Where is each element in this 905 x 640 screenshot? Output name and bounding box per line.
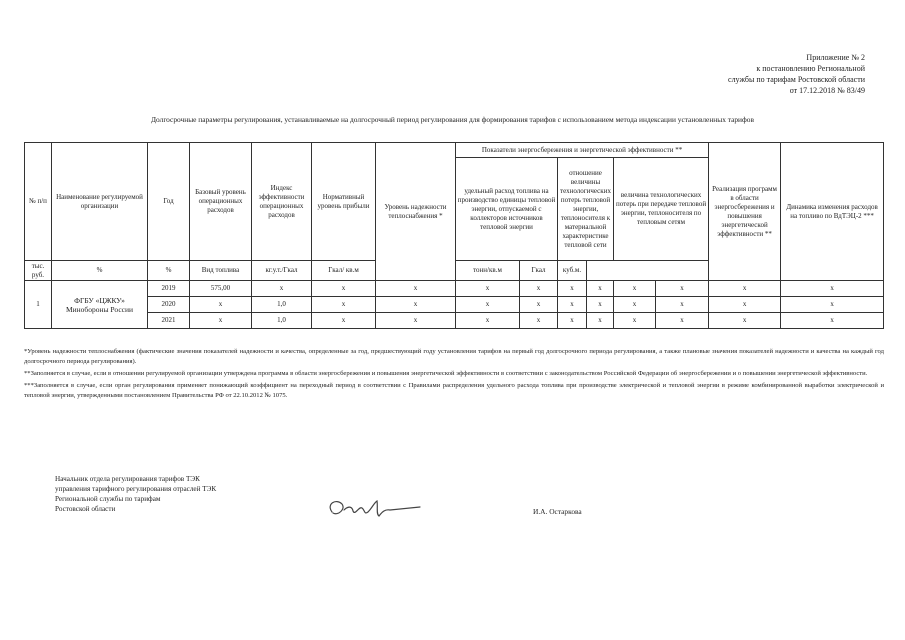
cell-loss-value-cubic: x [656, 281, 709, 297]
signatory-line-4: Ростовской области [55, 505, 116, 513]
cell-program: x [709, 281, 781, 297]
cell-profit: x [312, 281, 376, 297]
cell-fuel-unit: x [520, 281, 558, 297]
cell-fuel-unit: x [520, 297, 558, 313]
cell-index: 1,0 [252, 297, 312, 313]
document-title: Долгосрочные параметры регулирования, устанавливаемые на долгосрочный период регулирования для формирования тарифов с использованием метода индексации установленных тарифов [151, 115, 754, 124]
appendix-line-2: к постановлению Региональной [756, 64, 865, 73]
parameters-table [24, 142, 884, 329]
table-row [25, 297, 884, 313]
appendix-header [645, 52, 865, 96]
cell-year: 2020 [148, 297, 190, 313]
cell-base: 575,00 [190, 281, 252, 297]
header-num: № п/п [25, 143, 52, 261]
cell-fuel-unit: x [520, 313, 558, 329]
header-loss-ratio: отношение величины технологических потерь тепловой энергии, теплоносителя к материальной характеристике тепловой сети [558, 158, 614, 261]
units-profit: % [148, 261, 190, 281]
cell-dynamics: x [781, 281, 884, 297]
cell-loss-value-gcal: x [614, 297, 656, 313]
cell-year: 2021 [148, 313, 190, 329]
header-program: Реализация программ в области энергосбережения и повышения энергетической эффективности ** [709, 143, 781, 281]
appendix-line-4: от 17.12.2018 № 83/49 [789, 86, 865, 95]
cell-index: x [252, 281, 312, 297]
signatory-line-2: управления тарифного регулирования отраслей ТЭК [55, 485, 217, 493]
header-year: Год [148, 143, 190, 261]
units-loss-value-gcal: Гкал [520, 261, 558, 281]
org-name: ФГБУ «ЦЖКУ» Минобороны России [52, 281, 148, 329]
units-fuel-type: Вид топлива [190, 261, 252, 281]
signatory-position [55, 474, 315, 514]
cell-loss-value-gcal: x [614, 281, 656, 297]
signatory-line-1: Начальник отдела регулирования тарифов ТЭК [55, 475, 200, 483]
cell-reliability: x [376, 313, 456, 329]
header-org: Наименование регулируемой организации [52, 143, 148, 261]
handwritten-signature [322, 492, 432, 526]
signatory-name: И.А. Остаркова [533, 507, 582, 516]
header-base-level: Базовый уровень операционных расходов [190, 143, 252, 261]
cell-dynamics: x [781, 297, 884, 313]
cell-dynamics: x [781, 313, 884, 329]
cell-profit: x [312, 313, 376, 329]
org-number: 1 [25, 281, 52, 329]
cell-base: x [190, 297, 252, 313]
cell-reliability: x [376, 281, 456, 297]
cell-loss-value-cubic: x [656, 313, 709, 329]
cell-year: 2019 [148, 281, 190, 297]
cell-loss-ratio-gcal: x [558, 297, 587, 313]
appendix-line-1: Приложение № 2 [806, 53, 865, 62]
header-row-1 [25, 143, 884, 158]
cell-loss-ratio-gcal: x [558, 313, 587, 329]
cell-fuel-type: x [456, 281, 520, 297]
cell-index: 1,0 [252, 313, 312, 329]
header-energy-group: Показатели энергосбережения и энергетической эффективности ** [456, 143, 709, 158]
appendix-line-3: службы по тарифам Ростовской области [728, 75, 865, 84]
cell-loss-ratio-gcal: x [558, 281, 587, 297]
units-index: % [52, 261, 148, 281]
cell-loss-value-gcal: x [614, 313, 656, 329]
cell-loss-ratio-tonn: x [587, 281, 614, 297]
header-fuel-consumption: удельный расход топлива на производство единицы тепловой энергии, отпускаемой с коллекторов источников тепловой энергии [456, 158, 558, 261]
footnote-reliability: *Уровень надежности теплоснабжения (фактические значения показателей надежности и качества, определенные за год, предшествующий году установления тарифов на первый год долгосрочного периода регулирования, а также плановые значения показателей надежности и качества на каждый год долгосрочного периода регулирования). [24, 348, 884, 365]
footnote-fuel-coefficient: ***Заполняется в случае, если орган регулирования применяет понижающий коэффициент на переходный период в соответствии с Правилами распределения удельного расхода топлива при производстве электрической и тепловой энергии в режиме комбинированной выработки электрической и тепловой энергии, утвержденными постановлением Правительства РФ от 22.10.2012 № 1075. [24, 382, 884, 399]
footnotes [24, 347, 884, 403]
units-base: тыс. руб. [25, 261, 52, 281]
units-loss-ratio-tonn: тонн/кв.м [456, 261, 520, 281]
cell-program: x [709, 313, 781, 329]
cell-fuel-type: x [456, 313, 520, 329]
header-dynamics: Динамика изменения расходов на топливо по ВдТЭЦ-2 *** [781, 143, 884, 281]
header-loss-value: величина технологических потерь при передаче тепловой энергии, теплоносителя по тепловым сетям [614, 158, 709, 261]
header-efficiency-index: Индекс эффективности операционных расходов [252, 143, 312, 261]
header-profit-level: Нормативный уровень прибыли [312, 143, 376, 261]
cell-fuel-type: x [456, 297, 520, 313]
units-loss-ratio-gcal: Гкал/ кв.м [312, 261, 376, 281]
cell-profit: x [312, 297, 376, 313]
cell-loss-ratio-tonn: x [587, 297, 614, 313]
cell-loss-ratio-tonn: x [587, 313, 614, 329]
table-row [25, 281, 884, 297]
units-fuel-unit: кг.у.т./Гкал [252, 261, 312, 281]
table-row [25, 313, 884, 329]
cell-program: x [709, 297, 781, 313]
cell-reliability: x [376, 297, 456, 313]
cell-loss-value-cubic: x [656, 297, 709, 313]
footnote-energy-program: **Заполняется в случае, если в отношении регулируемой организации утверждена программа в области энергосбережения и повышения энергетической эффективности в соответствии с законодательством Российской Федерации об энергосбережении и о повышении энергетической эффективности. [24, 370, 868, 377]
units-loss-value-cubic: куб.м. [558, 261, 587, 281]
cell-base: x [190, 313, 252, 329]
header-reliability: Уровень надежности теплоснабжения * [376, 143, 456, 281]
signatory-line-3: Региональной службы по тарифам [55, 495, 161, 503]
